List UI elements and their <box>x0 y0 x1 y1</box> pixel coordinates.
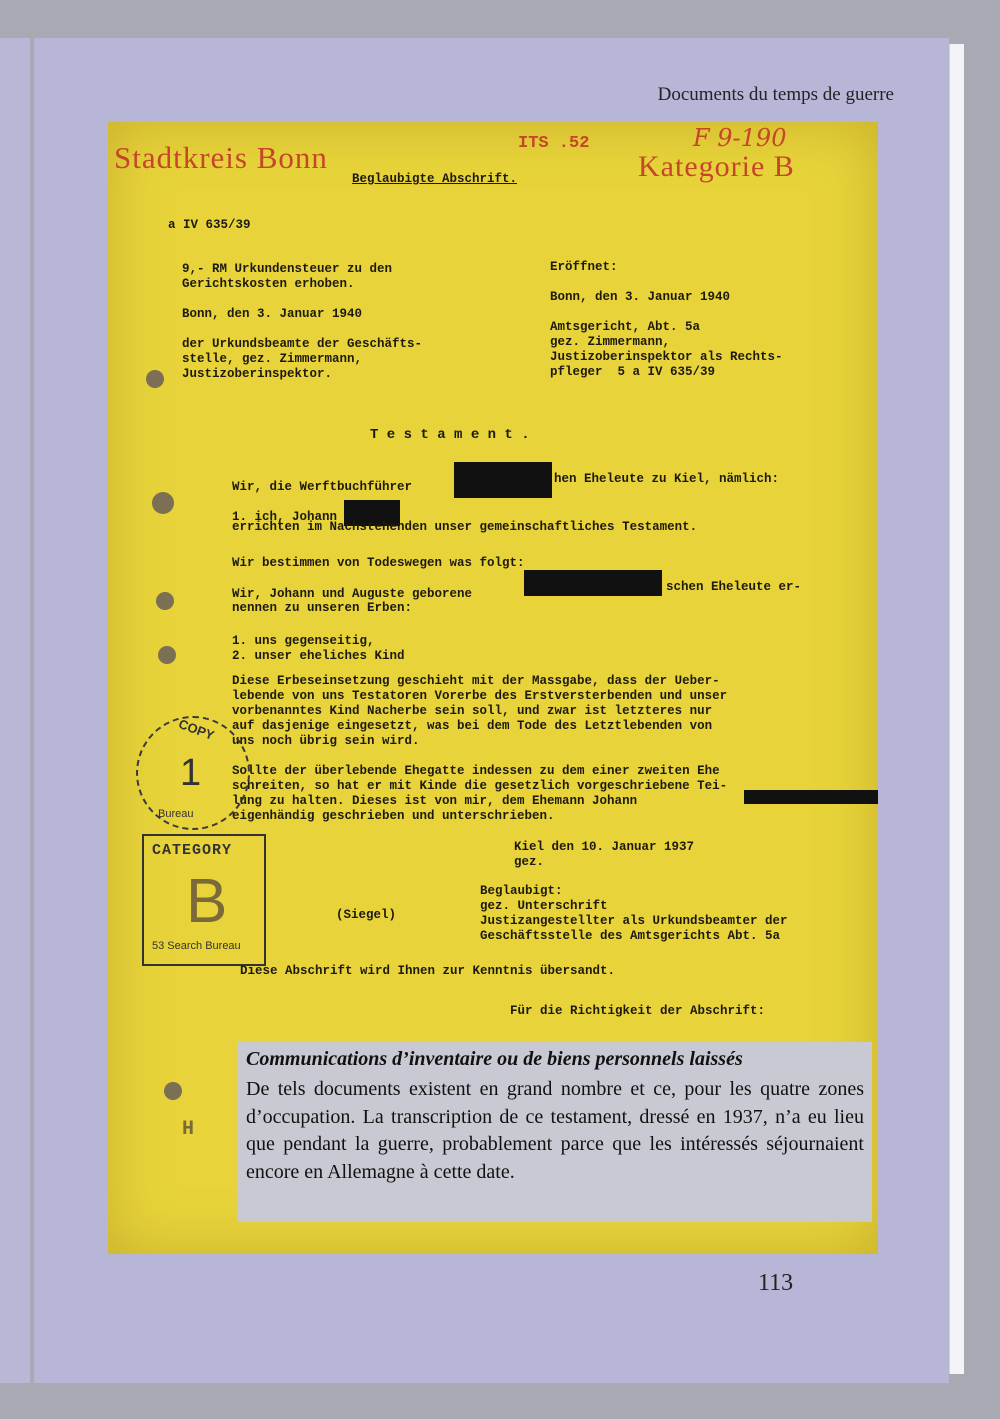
header-category: Kategorie B <box>638 150 795 183</box>
sent-line: Diese Abschrift wird Ihnen zur Kenntnis übersandt. <box>240 964 616 978</box>
text-line-1a: Wir, die Werftbuchführer <box>232 480 413 494</box>
redaction-bar <box>524 570 662 596</box>
header-its-number: ITS .52 <box>518 134 590 153</box>
category-stamp-title: CATEGORY <box>152 842 233 859</box>
margin-mark: H <box>182 1118 195 1141</box>
copy-stamp-number: 1 <box>180 752 202 794</box>
text-line-4: Wir bestimmen von Todeswegen was folgt: <box>232 556 525 570</box>
caption-title: Communications d’inventaire ou de biens personnels laissés <box>246 1048 743 1070</box>
right-annotation-block: Eröffnet: Bonn, den 3. Januar 1940 Amtsgericht, Abt. 5a gez. Zimmermann, Justizoberinspektor als Rechts- pfleger 5 a IV 635/39 <box>550 260 783 379</box>
copy-stamp-label: COPY <box>176 716 217 743</box>
binder-hole <box>164 1082 182 1100</box>
redaction-bar <box>744 790 878 804</box>
facing-page-edge <box>0 38 30 1383</box>
text-line-3: errichten im Nachstehenden unser gemeinschaftliches Testament. <box>232 520 698 534</box>
correctness-line: Für die Richtigkeit der Abschrift: <box>510 1004 766 1018</box>
caption-box <box>238 1042 872 1222</box>
text-line-1b: hen Eheleute zu Kiel, nämlich: <box>554 472 780 486</box>
file-reference: a IV 635/39 <box>168 218 251 232</box>
seal-note: (Siegel) <box>336 908 397 922</box>
page-number: 113 <box>758 1270 794 1296</box>
category-stamp <box>142 834 266 966</box>
header-city: Stadtkreis Bonn <box>114 140 328 175</box>
testament-title: T e s t a m e n t . <box>370 427 530 443</box>
place-and-date: Kiel den 10. Januar 1937 gez. <box>514 840 695 869</box>
header-handwritten-ref: F 9-190 <box>693 124 787 152</box>
document-subtitle: Beglaubigte Abschrift. <box>352 172 518 186</box>
text-line-6: nennen zu unseren Erben: <box>232 601 413 615</box>
text-line-2: 1. ich, Johann <box>232 510 338 524</box>
category-stamp-bureau: 53 Search Bureau <box>152 940 241 952</box>
text-line-5b: schen Eheleute er- <box>666 580 802 594</box>
running-head: Documents du temps de guerre <box>657 84 894 105</box>
left-annotation-block: 9,- RM Urkundensteuer zu den Gerichtskosten erhoben. Bonn, den 3. Januar 1940 der Urkundsbeamte der Geschäfts- stelle, gez. Zimmermann, Justizoberinspektor. <box>182 262 423 381</box>
binder-hole <box>156 592 174 610</box>
text-heirs-list: 1. uns gegenseitig, 2. unser eheliches Kind <box>232 634 405 663</box>
certification-block: Beglaubigt: gez. Unterschrift Justizangestellter als Urkundsbeamter der Geschäftsstelle des Amtsgerichts Abt. 5a <box>480 884 788 943</box>
redaction-bar <box>454 462 552 498</box>
binder-hole <box>158 646 176 664</box>
page-edge <box>949 44 964 1374</box>
copy-stamp-bureau: Bureau <box>158 808 194 820</box>
text-paragraph-2: Sollte der überlebende Ehegatte indessen zu dem einer zweiten Ehe schreiten, so hat er mit Kinde die gesetzlich vorgeschriebene Tei- lung zu halten. Dieses ist von mir, dem Ehemann Johann eigenhändig geschrieben und unterschrieben. <box>232 764 728 823</box>
caption-body: De tels documents existent en grand nombre et ce, pour les quatre zones d’occupation. La transcription de ce testament, dressé en 1937, n’a eu lieu que pendant la guerre, probablement parce que les intéressés séjournaient encore en Allemagne à cette date. <box>246 1078 864 1183</box>
binder-hole <box>146 370 164 388</box>
text-paragraph-1: Diese Erbeseinsetzung geschieht mit der Massgabe, dass der Ueber- lebende von uns Testatoren Vorerbe des Erstversterbenden und unser vorbenanntes Kind Nacherbe sein soll, und zwar ist letzteres nur auf dasjenige eingesetzt, was bei dem Tode des Letztlebenden von uns noch übrig sein wird. <box>232 674 728 748</box>
binder-hole <box>152 492 174 514</box>
category-stamp-letter: B <box>186 867 228 936</box>
text-line-5a: Wir, Johann und Auguste geborene <box>232 587 473 601</box>
